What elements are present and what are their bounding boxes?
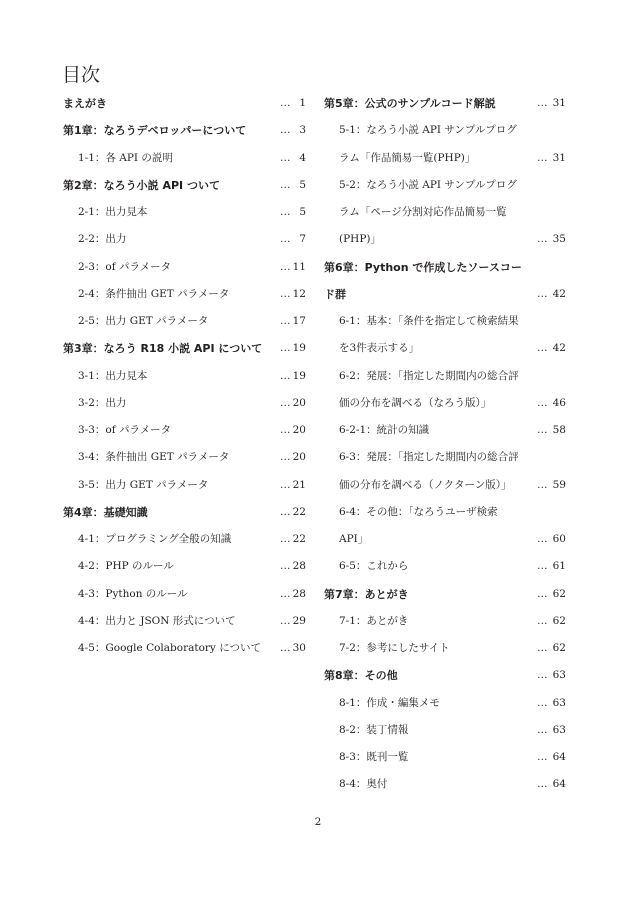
toc-section-entry — [324, 499, 566, 526]
toc-page-ref: 22 — [292, 533, 306, 545]
toc-page-ref: 20 — [292, 451, 306, 464]
toc-section-title: ラム「ページ分割対応作品簡易一覧 — [339, 206, 507, 218]
toc-chapter-entry — [324, 254, 566, 281]
toc-section-entry — [324, 226, 566, 253]
toc-leader: … — [280, 587, 291, 600]
toc-page-ref: 22 — [292, 505, 306, 518]
toc-leader: … — [537, 533, 548, 545]
toc-section-title: (PHP)」 — [339, 233, 381, 246]
toc-leader: … — [280, 642, 291, 654]
toc-section-title: 2-5：出力 GET パラメータ — [78, 315, 209, 327]
toc-section-entry — [63, 363, 306, 390]
toc-chapter-title: 第8章：その他 — [324, 669, 398, 683]
toc-chapter-title: 第4章：基礎知識 — [63, 505, 148, 519]
toc-chapter-entry — [63, 90, 306, 117]
toc-leader: … — [537, 97, 548, 109]
toc-leader: … — [280, 396, 291, 409]
toc-leader: … — [537, 233, 548, 246]
toc-leader: … — [537, 587, 548, 600]
toc-leader: … — [280, 97, 291, 109]
toc-section-entry — [63, 145, 306, 172]
toc-section-entry — [63, 444, 306, 471]
toc-section-title: 3-3：of パラメータ — [78, 424, 172, 436]
toc-section-entry — [63, 472, 306, 499]
toc-leader: … — [280, 614, 291, 627]
toc-chapter-title: 第5章：公式のサンプルコード解説 — [324, 97, 496, 110]
toc-section-title: 価の分布を調べる（ノクターン版）」 — [339, 478, 512, 491]
toc-page-ref: 3 — [299, 124, 306, 137]
toc-chapter-entry — [63, 499, 306, 526]
toc-chapter-title: ド群 — [324, 287, 346, 301]
toc-section-title: 7-1：あとがき — [339, 614, 409, 627]
toc-section-entry — [324, 771, 566, 798]
toc-page-ref: 64 — [552, 778, 566, 791]
toc-section-entry — [324, 363, 566, 390]
toc-leader: … — [280, 451, 291, 464]
toc-section-entry — [324, 199, 566, 226]
toc-page-ref: 60 — [552, 533, 566, 545]
toc-leader: … — [280, 151, 291, 164]
toc-section-entry — [324, 472, 566, 499]
toc-section-entry — [63, 553, 306, 580]
toc-section-entry — [63, 199, 306, 226]
toc-page-ref: 7 — [299, 233, 306, 246]
toc-section-entry — [324, 417, 566, 444]
toc-section-entry — [63, 581, 306, 608]
toc-page-ref: 62 — [552, 614, 566, 627]
toc-leader: … — [537, 478, 548, 491]
toc-chapter-entry — [324, 90, 566, 117]
toc-section-title: 4-5：Google Colaboratory について — [78, 642, 261, 654]
toc-page-ref: 35 — [552, 233, 566, 246]
toc-section-title: 3-4：条件抽出 GET パラメータ — [78, 451, 230, 464]
toc-page-ref: 58 — [552, 424, 566, 436]
toc-page-ref: 31 — [552, 97, 566, 109]
toc-page-ref: 20 — [292, 424, 306, 436]
toc-page-ref: 21 — [292, 478, 306, 491]
toc-section-title: 価の分布を調べる（なろう版）」 — [339, 396, 492, 409]
toc-section-entry — [63, 526, 306, 553]
toc-page-ref: 29 — [292, 614, 306, 627]
toc-section-entry — [324, 553, 566, 580]
toc-leader: … — [537, 669, 548, 682]
toc-chapter-title: 第6章：Python で作成したソースコー — [324, 260, 522, 274]
toc-section-title: を3件表示する」 — [339, 342, 420, 355]
toc-section-title: 1-1：各 API の説明 — [78, 151, 173, 164]
toc-page-ref: 63 — [552, 669, 566, 682]
toc-section-title: 3-2：出力 — [78, 396, 127, 409]
toc-section-title: 6-2-1：統計の知識 — [339, 424, 430, 436]
toc-section-title: 4-2：PHP のルール — [78, 560, 174, 573]
toc-section-title: ラム「作品簡易一覧(PHP)」 — [339, 151, 476, 164]
toc-page-ref: 4 — [299, 151, 306, 164]
toc-leader: … — [537, 151, 548, 164]
toc-section-title: 8-2：装丁情報 — [339, 723, 409, 736]
toc-leader: … — [537, 342, 548, 355]
toc-section-entry — [324, 635, 566, 662]
toc-title: 目次 — [62, 64, 101, 86]
toc-page-ref: 42 — [552, 287, 566, 300]
toc-section-title: 4-3：Python のルール — [78, 587, 188, 600]
toc-section-title: API」 — [339, 533, 369, 545]
toc-leader: … — [280, 342, 291, 355]
toc-chapter-entry — [63, 335, 306, 362]
toc-section-entry — [324, 145, 566, 172]
toc-section-entry — [324, 444, 566, 471]
toc-leader: … — [280, 315, 291, 327]
toc-page-ref: 42 — [552, 342, 566, 355]
toc-page-ref: 31 — [552, 151, 566, 164]
toc-chapter-title: 第3章：なろう R18 小説 API について — [63, 342, 263, 356]
toc-section-entry — [324, 172, 566, 199]
toc-page-ref: 17 — [292, 315, 306, 327]
toc-chapter-entry — [63, 172, 306, 199]
toc-leader: … — [537, 642, 548, 654]
toc-page-ref: 30 — [292, 642, 306, 654]
toc-section-entry — [63, 281, 306, 308]
toc-page-ref: 62 — [552, 642, 566, 654]
toc-right-column — [324, 90, 566, 799]
toc-section-entry — [324, 308, 566, 335]
toc-page-ref: 63 — [552, 723, 566, 736]
toc-leader: … — [537, 560, 548, 573]
toc-section-entry — [63, 608, 306, 635]
toc-section-title: 5-2：なろう小説 API サンプルプログ — [339, 178, 517, 191]
toc-leader: … — [537, 396, 548, 409]
toc-page-ref: 1 — [299, 97, 306, 109]
toc-leader: … — [537, 751, 548, 763]
toc-chapter-title: 第1章：なろうデベロッパーについて — [63, 124, 247, 138]
toc-page-ref: 61 — [552, 560, 566, 573]
toc-section-title: 2-3：of パラメータ — [78, 260, 172, 273]
toc-section-entry — [324, 390, 566, 417]
toc-page-ref: 46 — [552, 396, 566, 409]
toc-leader: … — [280, 424, 291, 436]
toc-section-entry — [63, 390, 306, 417]
toc-page-ref: 5 — [299, 178, 306, 191]
toc-leader: … — [537, 778, 548, 791]
toc-section-title: 5-1：なろう小説 API サンプルプログ — [339, 124, 517, 137]
toc-leader: … — [537, 424, 548, 436]
toc-section-entry — [324, 744, 566, 771]
toc-leader: … — [280, 178, 291, 191]
toc-section-entry — [63, 635, 306, 662]
toc-leader: … — [280, 124, 291, 137]
toc-section-title: 4-1：プログラミング全般の知識 — [78, 533, 232, 545]
toc-chapter-entry — [324, 581, 566, 608]
toc-chapter-title: まえがき — [63, 97, 107, 110]
toc-leader: … — [537, 723, 548, 736]
toc-section-title: 4-4：出力と JSON 形式について — [78, 614, 236, 627]
toc-page-ref: 64 — [552, 751, 566, 763]
toc-page-ref: 5 — [299, 206, 306, 218]
toc-leader: … — [280, 260, 291, 273]
toc-section-entry — [63, 254, 306, 281]
toc-leader: … — [537, 287, 548, 300]
toc-leader: … — [280, 560, 291, 573]
toc-section-entry — [324, 717, 566, 744]
toc-section-title: 2-4：条件抽出 GET パラメータ — [78, 287, 230, 300]
toc-section-title: 7-2：参考にしたサイト — [339, 642, 450, 654]
toc-page-ref: 28 — [292, 560, 306, 573]
toc-leader: … — [280, 233, 291, 246]
toc-section-title: 3-5：出力 GET パラメータ — [78, 478, 209, 491]
toc-page-ref: 19 — [292, 342, 306, 355]
toc-section-entry — [324, 608, 566, 635]
toc-section-entry — [324, 690, 566, 717]
toc-section-entry — [324, 335, 566, 362]
toc-leader: … — [280, 206, 291, 218]
toc-section-title: 2-1：出力見本 — [78, 206, 148, 218]
toc-page-ref: 12 — [292, 287, 306, 300]
toc-leader: … — [280, 369, 291, 382]
toc-section-title: 2-2：出力 — [78, 233, 127, 246]
toc-leader: … — [280, 478, 291, 491]
toc-page-ref: 11 — [292, 260, 306, 273]
toc-section-title: 6-4：その他：「なろうユーザ検索 — [339, 505, 498, 518]
toc-section-title: 6-2：発展：「指定した期間内の総合評 — [339, 369, 519, 382]
toc-page-ref: 19 — [292, 369, 306, 382]
toc-leader: … — [280, 533, 291, 545]
toc-section-title: 8-3：既刊一覧 — [339, 751, 409, 763]
toc-section-title: 3-1：出力見本 — [78, 369, 148, 382]
toc-section-title: 6-1：基本：「条件を指定して検索結果 — [339, 315, 519, 327]
toc-page-ref: 59 — [552, 478, 566, 491]
toc-page-ref: 28 — [292, 587, 306, 600]
toc-section-title: 6-5：これから — [339, 560, 409, 573]
toc-leader: … — [537, 614, 548, 627]
toc-section-title: 8-1：作成・編集メモ — [339, 696, 440, 709]
toc-section-entry — [63, 226, 306, 253]
toc-left-column — [63, 90, 306, 662]
page-number: 2 — [314, 816, 322, 828]
toc-section-title: 8-4：奥付 — [339, 778, 388, 791]
toc-leader: … — [280, 287, 291, 300]
toc-chapter-title: 第7章：あとがき — [324, 587, 409, 601]
toc-page-ref: 63 — [552, 696, 566, 709]
toc-leader: … — [537, 696, 548, 709]
toc-section-title: 6-3：発展：「指定した期間内の総合評 — [339, 451, 519, 464]
toc-section-entry — [324, 526, 566, 553]
toc-leader: … — [280, 505, 291, 518]
toc-section-entry — [63, 417, 306, 444]
toc-page-ref: 20 — [292, 396, 306, 409]
toc-section-entry — [324, 117, 566, 144]
toc-chapter-entry — [63, 117, 306, 144]
toc-page-ref: 62 — [552, 587, 566, 600]
toc-chapter-entry — [324, 662, 566, 689]
toc-chapter-entry — [324, 281, 566, 308]
toc-chapter-title: 第2章：なろう小説 API ついて — [63, 178, 220, 192]
toc-section-entry — [63, 308, 306, 335]
